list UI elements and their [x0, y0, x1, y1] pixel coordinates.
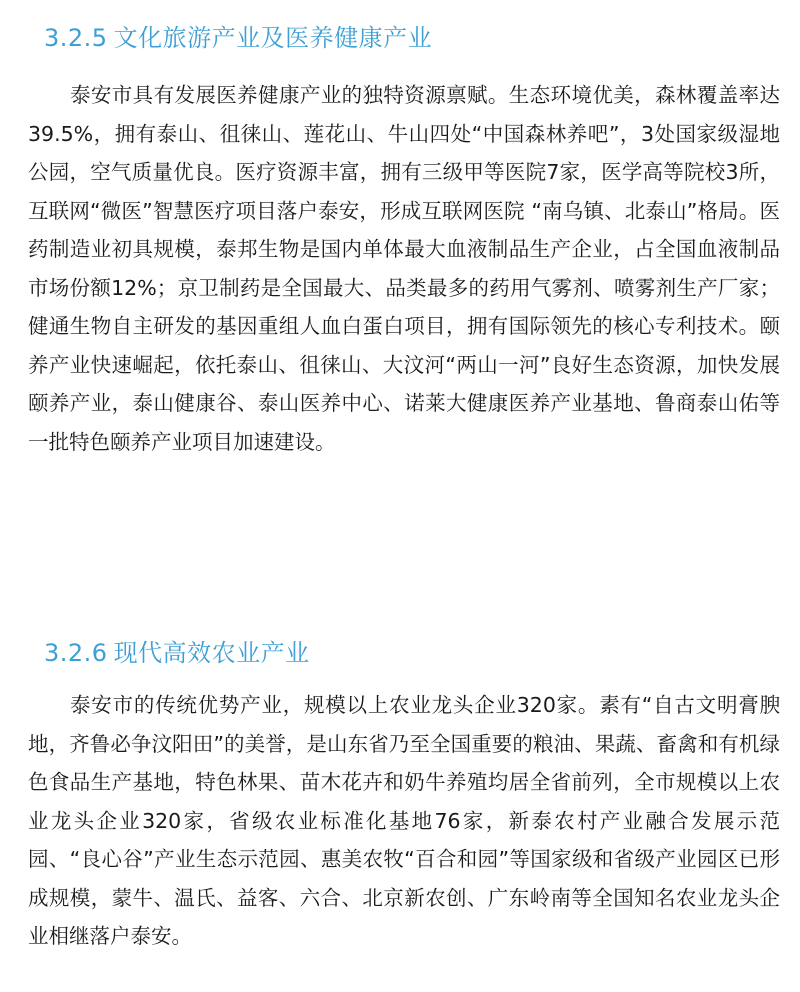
- section-paragraph: 泰安市具有发展医养健康产业的独特资源禀赋。生态环境优美，森林覆盖率达39.5%，拥有泰山、徂徕山、莲花山、牛山四处“中国森林养吧”，3处国家级湿地公园，空气质量优良。医疗资源丰富，拥有三级甲等医院7家，医学高等院校3所，互联网“微医”智慧医疗项目落户泰安，形成互联网医院 “南乌镇、北泰山”格局。医药制造业初具规模，泰邦生物是国内单体最大血液制品生产企业，占全国血液制品市场份额12%；京卫制药是全国最大、品类最多的药用气雾剂、喷雾剂生产厂家；健通生物自主研发的基因重组人血白蛋白项目，拥有国际领先的核心专利技术。颐养产业快速崛起，依托泰山、徂徕山、大汶河“两山一河”良好生态资源，加快发展颐养产业，泰山健康谷、泰山医养中心、诺莱大健康医养产业基地、鲁商泰山佑等一批特色颐养产业项目加速建设。: [28, 83, 780, 454]
- section-heading: [44, 635, 310, 671]
- section-number: 3.2.5: [44, 24, 108, 52]
- section-title: 现代高效农业产业: [113, 639, 310, 667]
- section-paragraph: 泰安市的传统优势产业，规模以上农业龙头企业320家。素有“自古文明膏腴地，齐鲁必争汶阳田”的美誉，是山东省乃至全国重要的粮油、果蔬、畜禽和有机绿色食品生产基地，特色林果、苗木花卉和奶牛养殖均居全省前列，全市规模以上农业龙头企业320家，省级农业标准化基地76家，新泰农村产业融合发展示范园、“良心谷”产业生态示范园、惠美农牧“百合和园”等国家级和省级产业园区已形成规模，蒙牛、温氏、益客、六合、北京新农创、广东岭南等全国知名农业龙头企业相继落户泰安。: [28, 693, 780, 948]
- section-heading: [44, 20, 432, 56]
- section-title: 文化旅游产业及医养健康产业: [113, 24, 433, 52]
- section-number: 3.2.6: [44, 639, 108, 667]
